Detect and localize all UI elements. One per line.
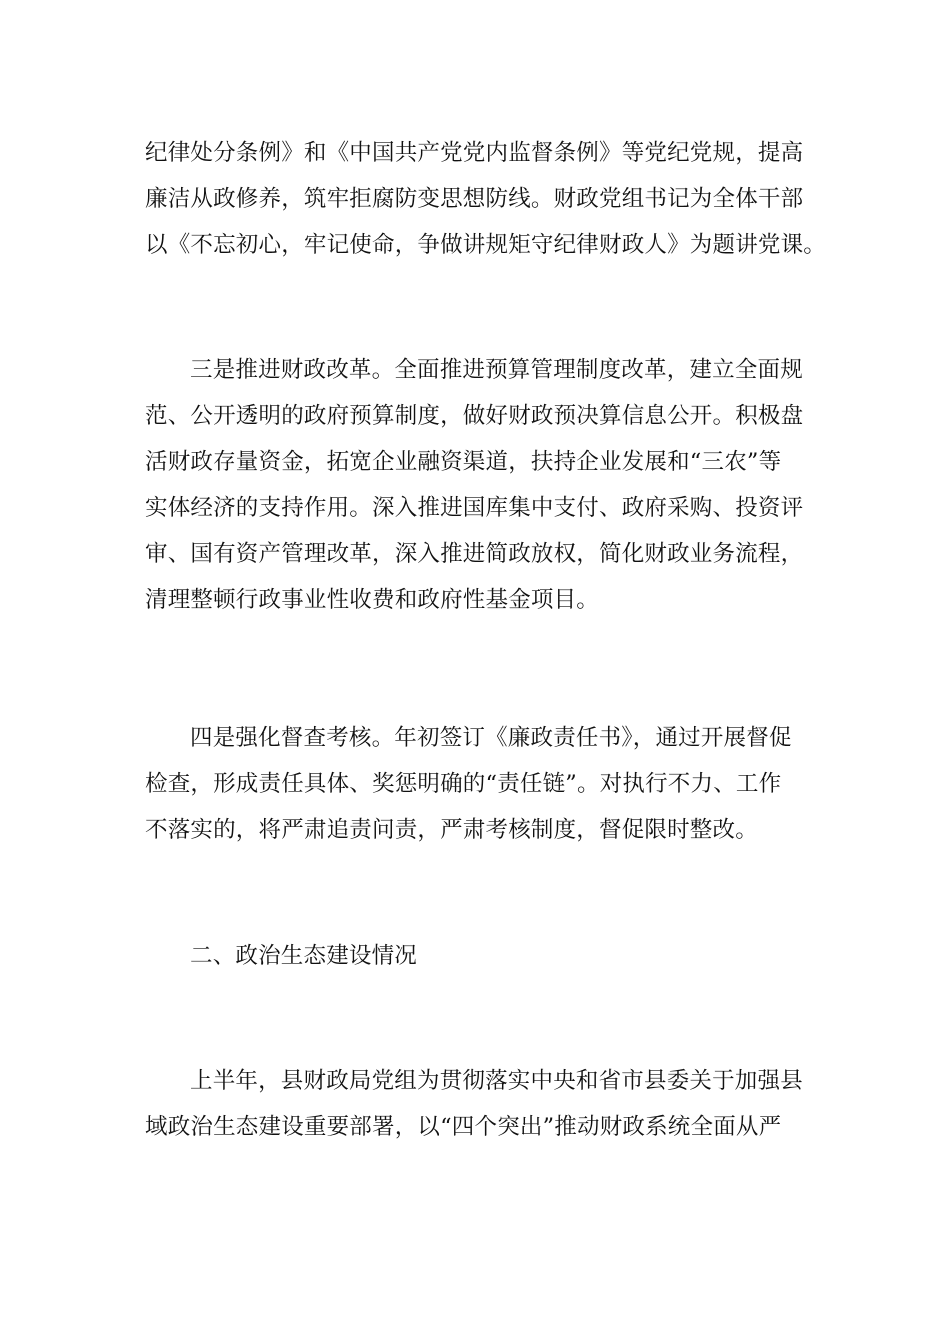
paragraph-supervision-assessment [145,715,805,853]
section-heading-political-ecology [145,933,805,979]
paragraph-party-discipline-study [145,130,827,268]
text-line: 审、国有资产管理改革，深入推进简政放权，简化财政业务流程， [145,541,804,567]
text-line: 以《不忘初心，牢记使命，争做讲规矩守纪律财政人》为题讲党课。 [145,232,827,258]
text-line: 活财政存量资金，拓宽企业融资渠道，扶持企业发展和“三农”等 [145,449,782,475]
text-line: 三是推进财政改革。全面推进预算管理制度改革，建立全面规 [190,357,803,383]
text-line: 纪律处分条例》和《中国共产党党内监督条例》等党纪党规，提高 [145,140,804,166]
paragraph-fiscal-reform [145,347,805,623]
paragraph-first-half-year [145,1058,805,1150]
section-heading: 二、政治生态建设情况 [190,943,418,969]
text-line: 范、公开透明的政府预算制度，做好财政预决算信息公开。积极盘 [145,403,804,429]
text-line: 四是强化督查考核。年初签订《廉政责任书》，通过开展督促 [190,725,792,751]
text-line: 不落实的，将严肃追责问责，严肃考核制度，督促限时整改。 [145,817,758,843]
text-line: 检查，形成责任具体、奖惩明确的“责任链”。对执行不力、工作 [145,771,782,797]
text-line: 上半年，县财政局党组为贯彻落实中央和省市县委关于加强县 [190,1068,803,1094]
text-line: 实体经济的支持作用。深入推进国库集中支付、政府采购、投资评 [145,495,804,521]
text-line: 清理整顿行政事业性收费和政府性基金项目。 [145,587,600,613]
text-line: 域政治生态建设重要部署，以“四个突出”推动财政系统全面从严 [145,1114,782,1140]
text-line: 廉洁从政修养，筑牢拒腐防变思想防线。财政党组书记为全体干部 [145,186,804,212]
